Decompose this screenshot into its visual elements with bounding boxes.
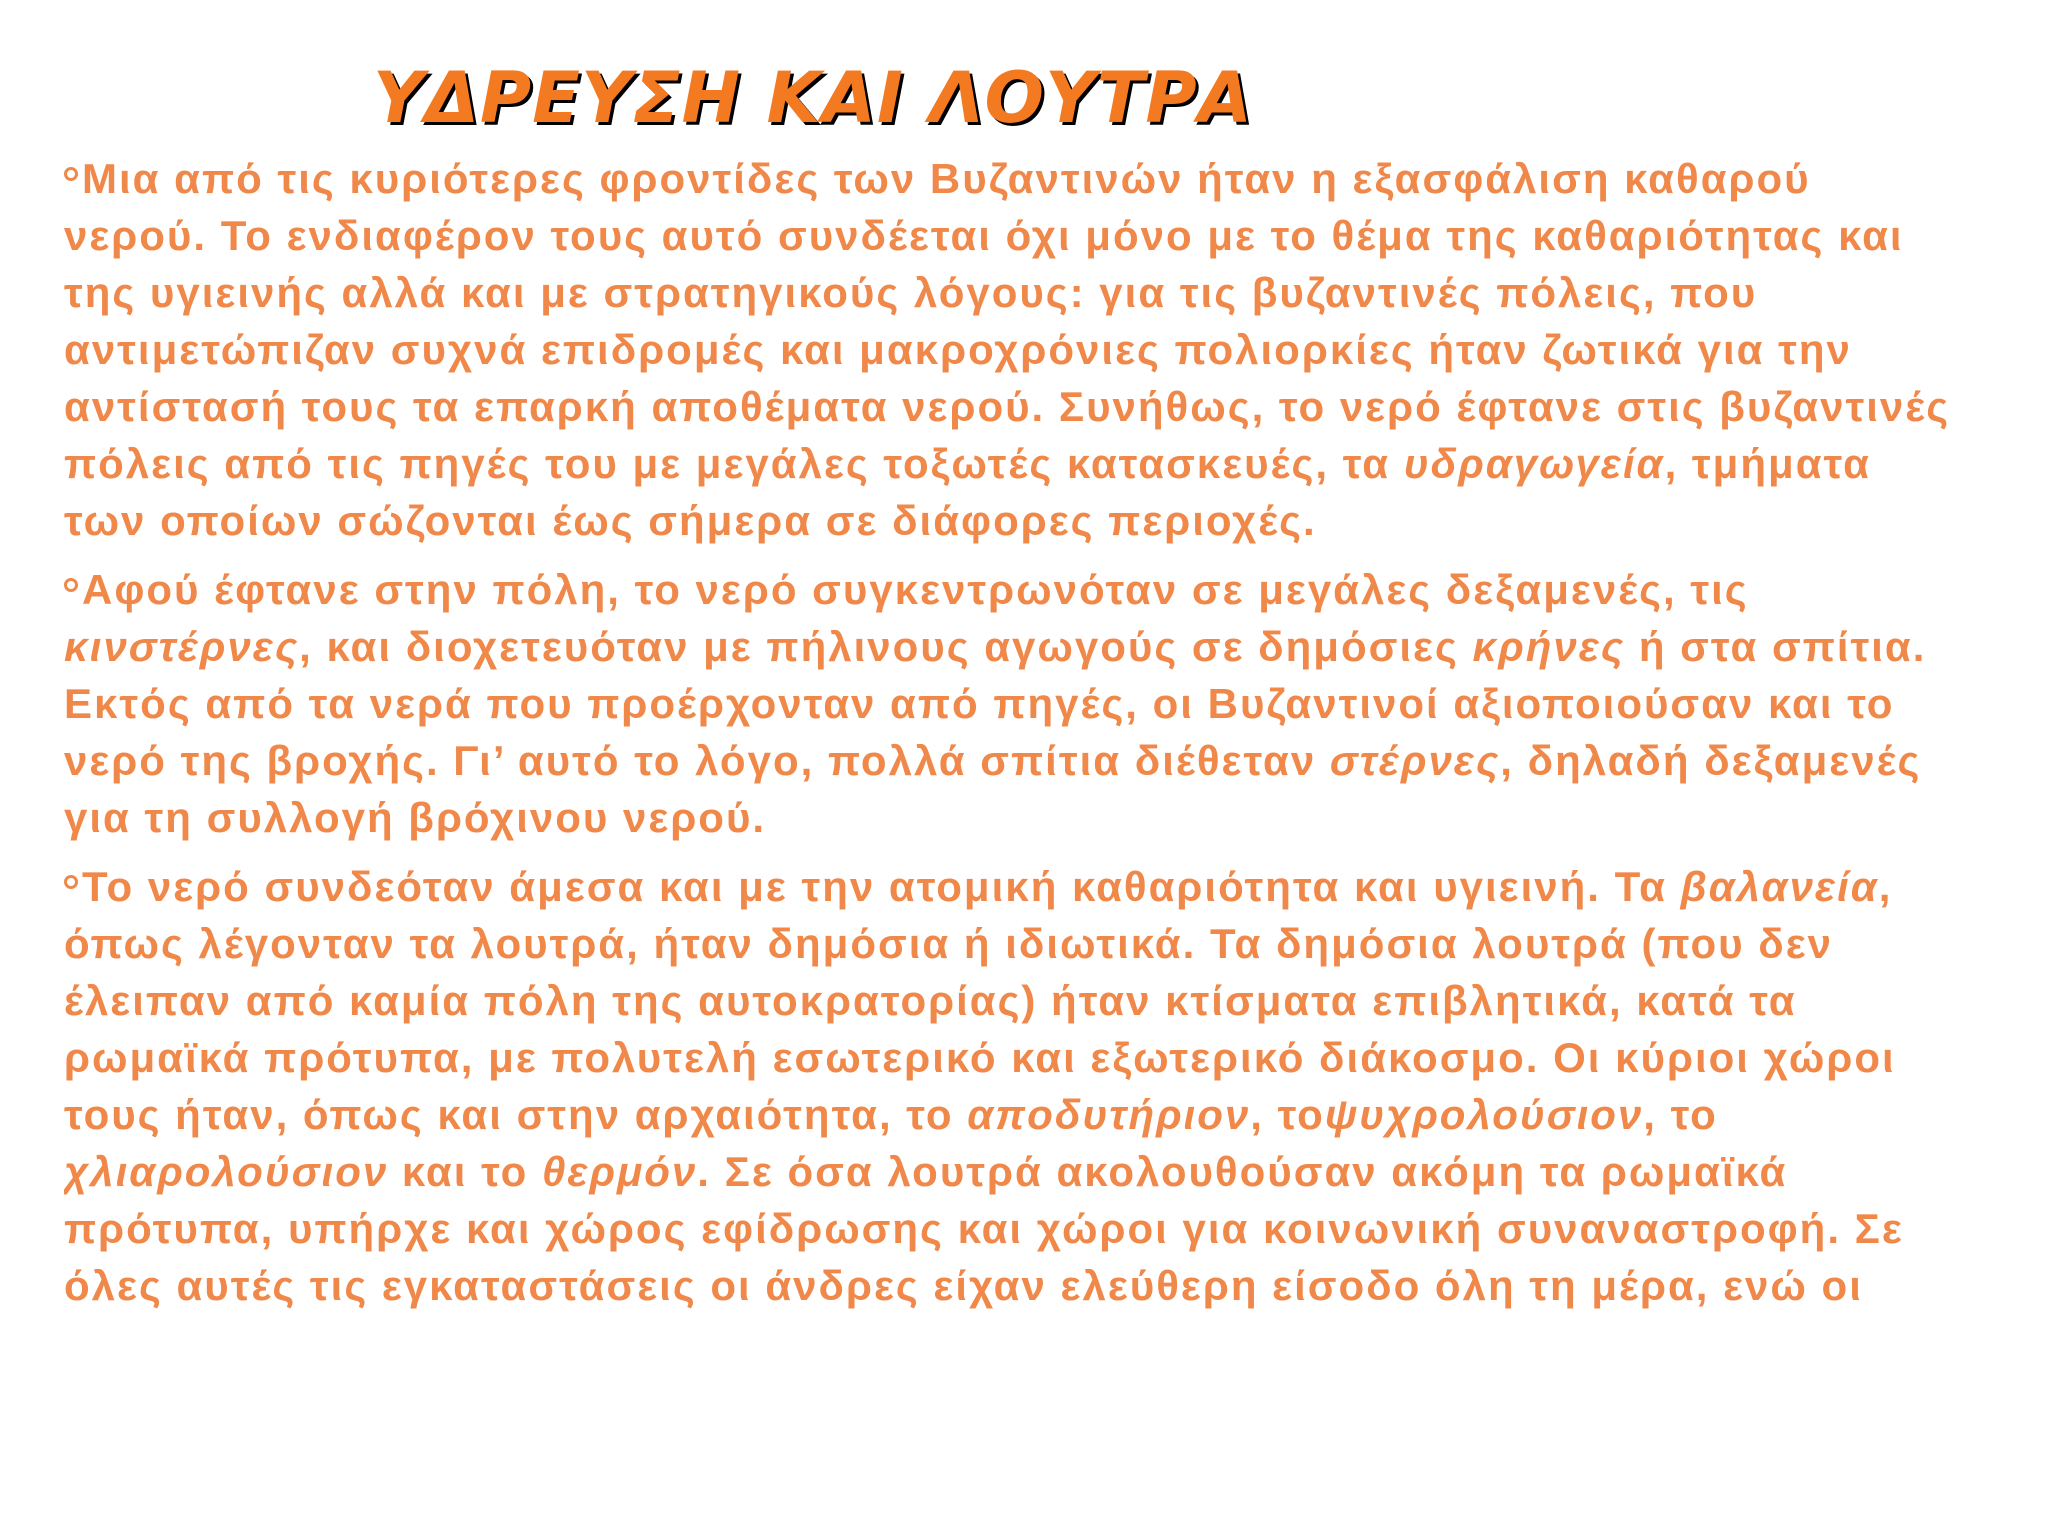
bullet-icon: [64, 875, 78, 889]
text-run: ή στα σπίτια. Εκτός από τα νερά που προέρχονταν από πηγές, οι Βυζαντινοί αξιοποιούσαν και το νερό της βροχής. Γι’ αυτό το λόγο, πολλά σπίτια διέθεταν: [64, 623, 1927, 784]
text-run: Μια από τις κυριότερες φροντίδες των Βυζαντινών ήταν η εξασφάλιση καθαρού νερού. Το ενδιαφέρον τους αυτό συνδέεται όχι μόνο με το θέμα της καθαριότητας και της υγιεινής αλλά και με στρατηγικούς λόγους: για τις βυζαντινές πόλεις, που αντιμετώπιζαν συχνά επιδρομές και μακροχρόνιες πολιορκίες ήταν ζωτικά για την αντίστασή τους τα επαρκή αποθέματα νερού. Συνήθως, το νερό έφτανε στις βυζαντινές πόλεις από τις πηγές του με μεγάλες τοξωτές κατασκευές, τα: [64, 155, 1951, 487]
italic-term: κινστέρνες: [64, 623, 300, 670]
italic-term: βαλανεία: [1680, 863, 1879, 910]
slide-body: [64, 150, 1964, 1446]
text-run: , όπως λέγονταν τα λουτρά, ήταν δημόσια ή ιδιωτικά. Τα δημόσια λουτρά (που δεν έλειπαν από καμία πόλη της αυτοκρατορίας) ήταν κτίσματα επιβλητικά, κατά τα ρωμαϊκά πρότυπα, με πολυτελή εσωτερικό και εξωτερικό διάκοσμο. Οι κύριοι χώροι τους ήταν, όπως και στην αρχαιότητα, το: [64, 863, 1896, 1138]
italic-term: κρήνες: [1472, 623, 1626, 670]
italic-term: ψυχρολούσιον: [1324, 1091, 1644, 1138]
text-run: , και διοχετευόταν με πήλινους αγωγούς σε δημόσιες: [299, 623, 1473, 670]
bullet-icon: [64, 167, 78, 181]
text-run: , το: [1250, 1091, 1325, 1138]
text-run: , δηλαδή δεξαμενές για τη συλλογή βρόχινου νερού.: [64, 737, 1922, 841]
italic-term: στέρνες: [1329, 737, 1501, 784]
italic-term: αποδυτήριον: [967, 1091, 1251, 1138]
italic-term: χλιαρολούσιον: [64, 1148, 389, 1195]
paragraph-cisterns: [64, 561, 1964, 846]
bottom-cutoff: [0, 1440, 2048, 1535]
text-run: Αφού έφτανε στην πόλη, το νερό συγκεντρωνόταν σε μεγάλες δεξαμενές, τις: [82, 566, 1749, 613]
paragraph-baths: [64, 858, 1964, 1314]
text-run: και το: [388, 1148, 542, 1195]
italic-term: θερμόν: [542, 1148, 698, 1195]
text-run: Το νερό συνδεόταν άμεσα και με την ατομική καθαριότητα και υγιεινή. Τα: [82, 863, 1681, 910]
bullet-icon: [64, 578, 78, 592]
slide-title: ΥΔΡΕΥΣΗ ΚΑΙ ΛΟΥΤΡΑ: [373, 57, 1253, 139]
text-run: , το: [1643, 1091, 1718, 1138]
paragraph-water-supply: [64, 150, 1964, 549]
text-run: , τμήματα των οποίων σώζονται έως σήμερα σε διάφορες περιοχές.: [64, 440, 1871, 544]
italic-term: υδραγωγεία: [1403, 440, 1665, 487]
text-run: . Σε όσα λουτρά ακολουθούσαν ακόμη τα ρωμαϊκά πρότυπα, υπήρχε και χώρος εφίδρωσης και χώροι για κοινωνική συναναστροφή. Σε όλες αυτές τις εγκαταστάσεις οι άνδρες είχαν ελεύθερη είσοδο όλη τη μέρα, ενώ οι: [64, 1148, 1904, 1309]
